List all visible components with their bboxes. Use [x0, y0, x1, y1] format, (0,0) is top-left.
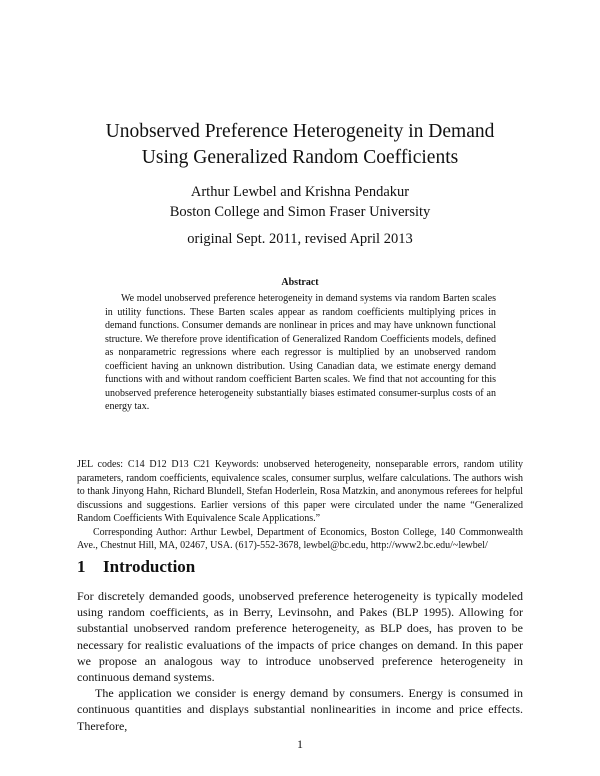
page-number: 1 [297, 737, 303, 751]
abstract-heading: Abstract [281, 277, 319, 288]
author-affiliations: Boston College and Simon Fraser University [169, 204, 431, 220]
jel-keywords-acknowledgements: JEL codes: C14 D12 D13 C21 Keywords: unobserved heterogeneity, nonseparable errors, random utility parameters, random coefficients, equivalence scales, consumer surplus, welfare calculations. The authors wish to thank Jinyong Hahn, Richard Blundell, Stefan Hoderlein, Rosa Matzkin, and anonymous referees for helpful discussions and suggestions. Earlier versions of this paper were circulated under the name “Generalized Random Coefficients With Equivalence Scale Applications.” [77, 459, 523, 524]
corresponding-author: Corresponding Author: Arthur Lewbel, Department of Economics, Boston College, 140 Commonwealth Ave., Chestnut Hill, MA, 02467, USA. (617)-552-3678, lewbel@bc.edu, http://www2.bc.edu/~lewbel/ [77, 526, 523, 551]
section-title: Introduction [103, 557, 196, 576]
author-block [40, 182, 560, 222]
section-body [77, 588, 523, 734]
title-line-2: Using Generalized Random Coefficients [141, 147, 459, 168]
paper-title [40, 119, 560, 171]
intro-paragraph-1: For discretely demanded goods, unobserved preference heterogeneity is typically modeled using random coefficients, as in Berry, Levinsohn, and Pakes (BLP 1995). Allowing for substantial unobserved random preference heterogeneity, as BLP does, has proven to be necessary for realistic evaluations of the impacts of price changes on demand. In this paper we propose an analogous way to introduce unobserved preference heterogeneity in continuous demand systems. [77, 589, 523, 685]
intro-paragraph-2: The application we consider is energy demand by consumers. Energy is consumed in continuous quantities and displays substantial nonlinearities in income and price effects. Therefore, [77, 686, 523, 733]
section-number: 1 [77, 557, 86, 576]
paper-date: original Sept. 2011, revised April 2013 [187, 231, 413, 247]
title-line-1: Unobserved Preference Heterogeneity in Demand [105, 121, 495, 142]
author-names: Arthur Lewbel and Krishna Pendakur [190, 184, 410, 200]
abstract-body: We model unobserved preference heterogeneity in demand systems via random Barten scales in utility functions. These Barten scales appear as random coefficients multiplying prices in demand functions. Consumer demands are nonlinear in prices and may have unknown functional structure. We therefore prove identification of Generalized Random Coefficients models, defined as nonparametric regressions where each regressor is multiplied by an unobserved random coefficient having an unknown distribution. Using Canadian data, we estimate energy demand functions with and without random coefficient Barten scales. We find that not accounting for this unobserved preference heterogeneity substantially biases estimated consumer-surplus costs of an energy tax. [105, 293, 496, 412]
section-heading [77, 557, 195, 577]
front-matter-notes [77, 458, 523, 553]
